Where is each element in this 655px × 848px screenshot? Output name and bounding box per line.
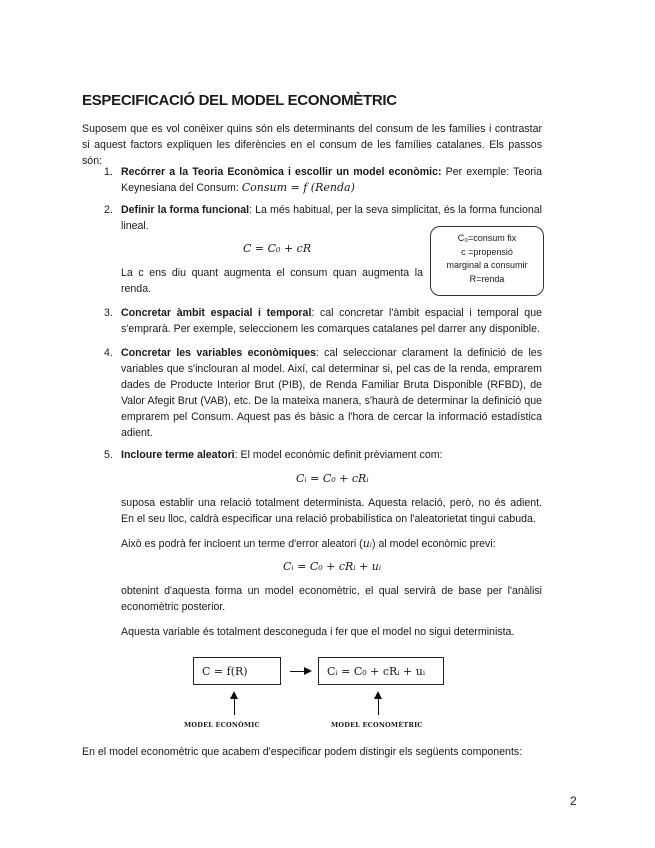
item-5-paragraph-1: suposa establir una relació totalment determinista. Aquesta relació, però, no és adient. En el seu lloc, caldrà especificar una relació probabilística on l'aleatorietat tingui cabuda.: [121, 497, 542, 525]
caption-economic-model: MODEL ECONÒMIC: [184, 721, 260, 729]
item-3-heading: Concretar àmbit espacial i temporal: [121, 307, 312, 319]
item-5-p2-text: Això es podrà fer incloent un terme d'error aleatori (: [121, 538, 363, 550]
intro-paragraph: Suposem que es vol conèixer quins són els determinants del consum de les famílies i contrastar si aquest factors expliquen les diferències en el consum de les famílies catalanes. Els passos són:: [82, 123, 542, 167]
error-term: uᵢ: [362, 537, 372, 550]
deterministic-formula: Cᵢ = C₀ + cRᵢ: [296, 472, 369, 485]
page-title: ESPECIFICACIÓ DEL MODEL ECONOMÈTRIC: [82, 92, 397, 109]
econometric-model-formula: Cᵢ = C₀ + cRᵢ + uᵢ: [327, 664, 426, 678]
closing-paragraph: En el model economètric que acabem d'especificar podem distingir els següents components:: [82, 746, 523, 758]
item-3: [121, 305, 542, 337]
econometric-formula: Cᵢ = C₀ + cRᵢ + uᵢ: [283, 560, 382, 573]
economic-model-formula: C = f(R): [202, 664, 248, 678]
item-5-paragraph-3: obtenint d'aquesta forma un model economètric, el qual servirà de base per l'anàlisi economètric posterior.: [121, 585, 542, 613]
item-2-heading: Definir la forma funcional: [121, 204, 250, 216]
item-5-paragraph-4: Aquesta variable és totalment desconeguda i fer que el model no sigui determinista.: [121, 626, 515, 638]
item-number-2: 2.: [104, 204, 113, 216]
note-line-3: marginal a consumir: [446, 260, 528, 270]
econometric-model-box: [318, 657, 444, 685]
item-2-text: : La més habitual, per la seva simplicitat, és la forma funcional lineal.: [121, 204, 543, 232]
item-5-text: : El model econòmic definit prèviament com:: [234, 449, 443, 461]
up-arrow-economic: [234, 693, 235, 715]
caption-econometric-model: MODEL ECONOMÈTRIC: [331, 721, 423, 729]
item-number-1: 1.: [104, 166, 113, 178]
item-number-5: 5.: [104, 449, 113, 461]
variables-note-box: [430, 226, 544, 296]
item-3-text: : cal concretar l'àmbit espacial i temporal que s'emprarà. Per exemple, seleccionem les comarques catalanes pel darrer any disponible.: [121, 307, 542, 335]
item-5-paragraph-2: [121, 536, 542, 552]
item-number-4: 4.: [104, 347, 113, 359]
item-4-heading: Concretar les variables econòmiques: [121, 347, 316, 359]
item-1-heading: Recórrer a la Teoria Econòmica i escollir un model econòmic:: [121, 166, 442, 178]
page-number: 2: [570, 794, 577, 808]
item-1-text: Per exemple: Teoria Keynesiana del Consum:: [121, 166, 542, 194]
item-5: [121, 447, 542, 463]
linear-formula: C = C₀ + cR: [243, 242, 312, 255]
note-line-2: c =propensió: [461, 246, 513, 257]
item-5-p2-end: ) al model econòmic previ:: [372, 538, 496, 550]
item-number-3: 3.: [104, 307, 113, 319]
item-1-formula: Consum = f (Renda): [241, 181, 355, 194]
note-line-4: R=renda: [469, 273, 505, 284]
economic-model-box: [193, 657, 281, 685]
item-4-text: : cal seleccionar clarament la definició de les variables que s'inclouran al model. Així, cal determinar si, pel cas de la renda, emprarem dades de Producte Interior Brut (PIB), de Renda Familiar Bruta Disponible (RFBD), de Valor Afegit Brut (VAB), etc. De la mateixa manera, s'haurà de determinar la definició que emprarem pel Consum. Aquest pas és bàsic a l'hora de cercar la informació estadística adient.: [121, 347, 542, 439]
right-arrow: [290, 671, 310, 672]
up-arrow-econometric: [378, 693, 379, 715]
note-line-1: C₀=consum fix: [457, 233, 517, 243]
item-1: [121, 164, 542, 196]
item-5-heading: Incloure terme aleatori: [121, 449, 235, 461]
item-2-explanation: La c ens diu quant augmenta el consum quan augmenta la renda.: [121, 267, 423, 295]
item-4: [121, 345, 542, 441]
